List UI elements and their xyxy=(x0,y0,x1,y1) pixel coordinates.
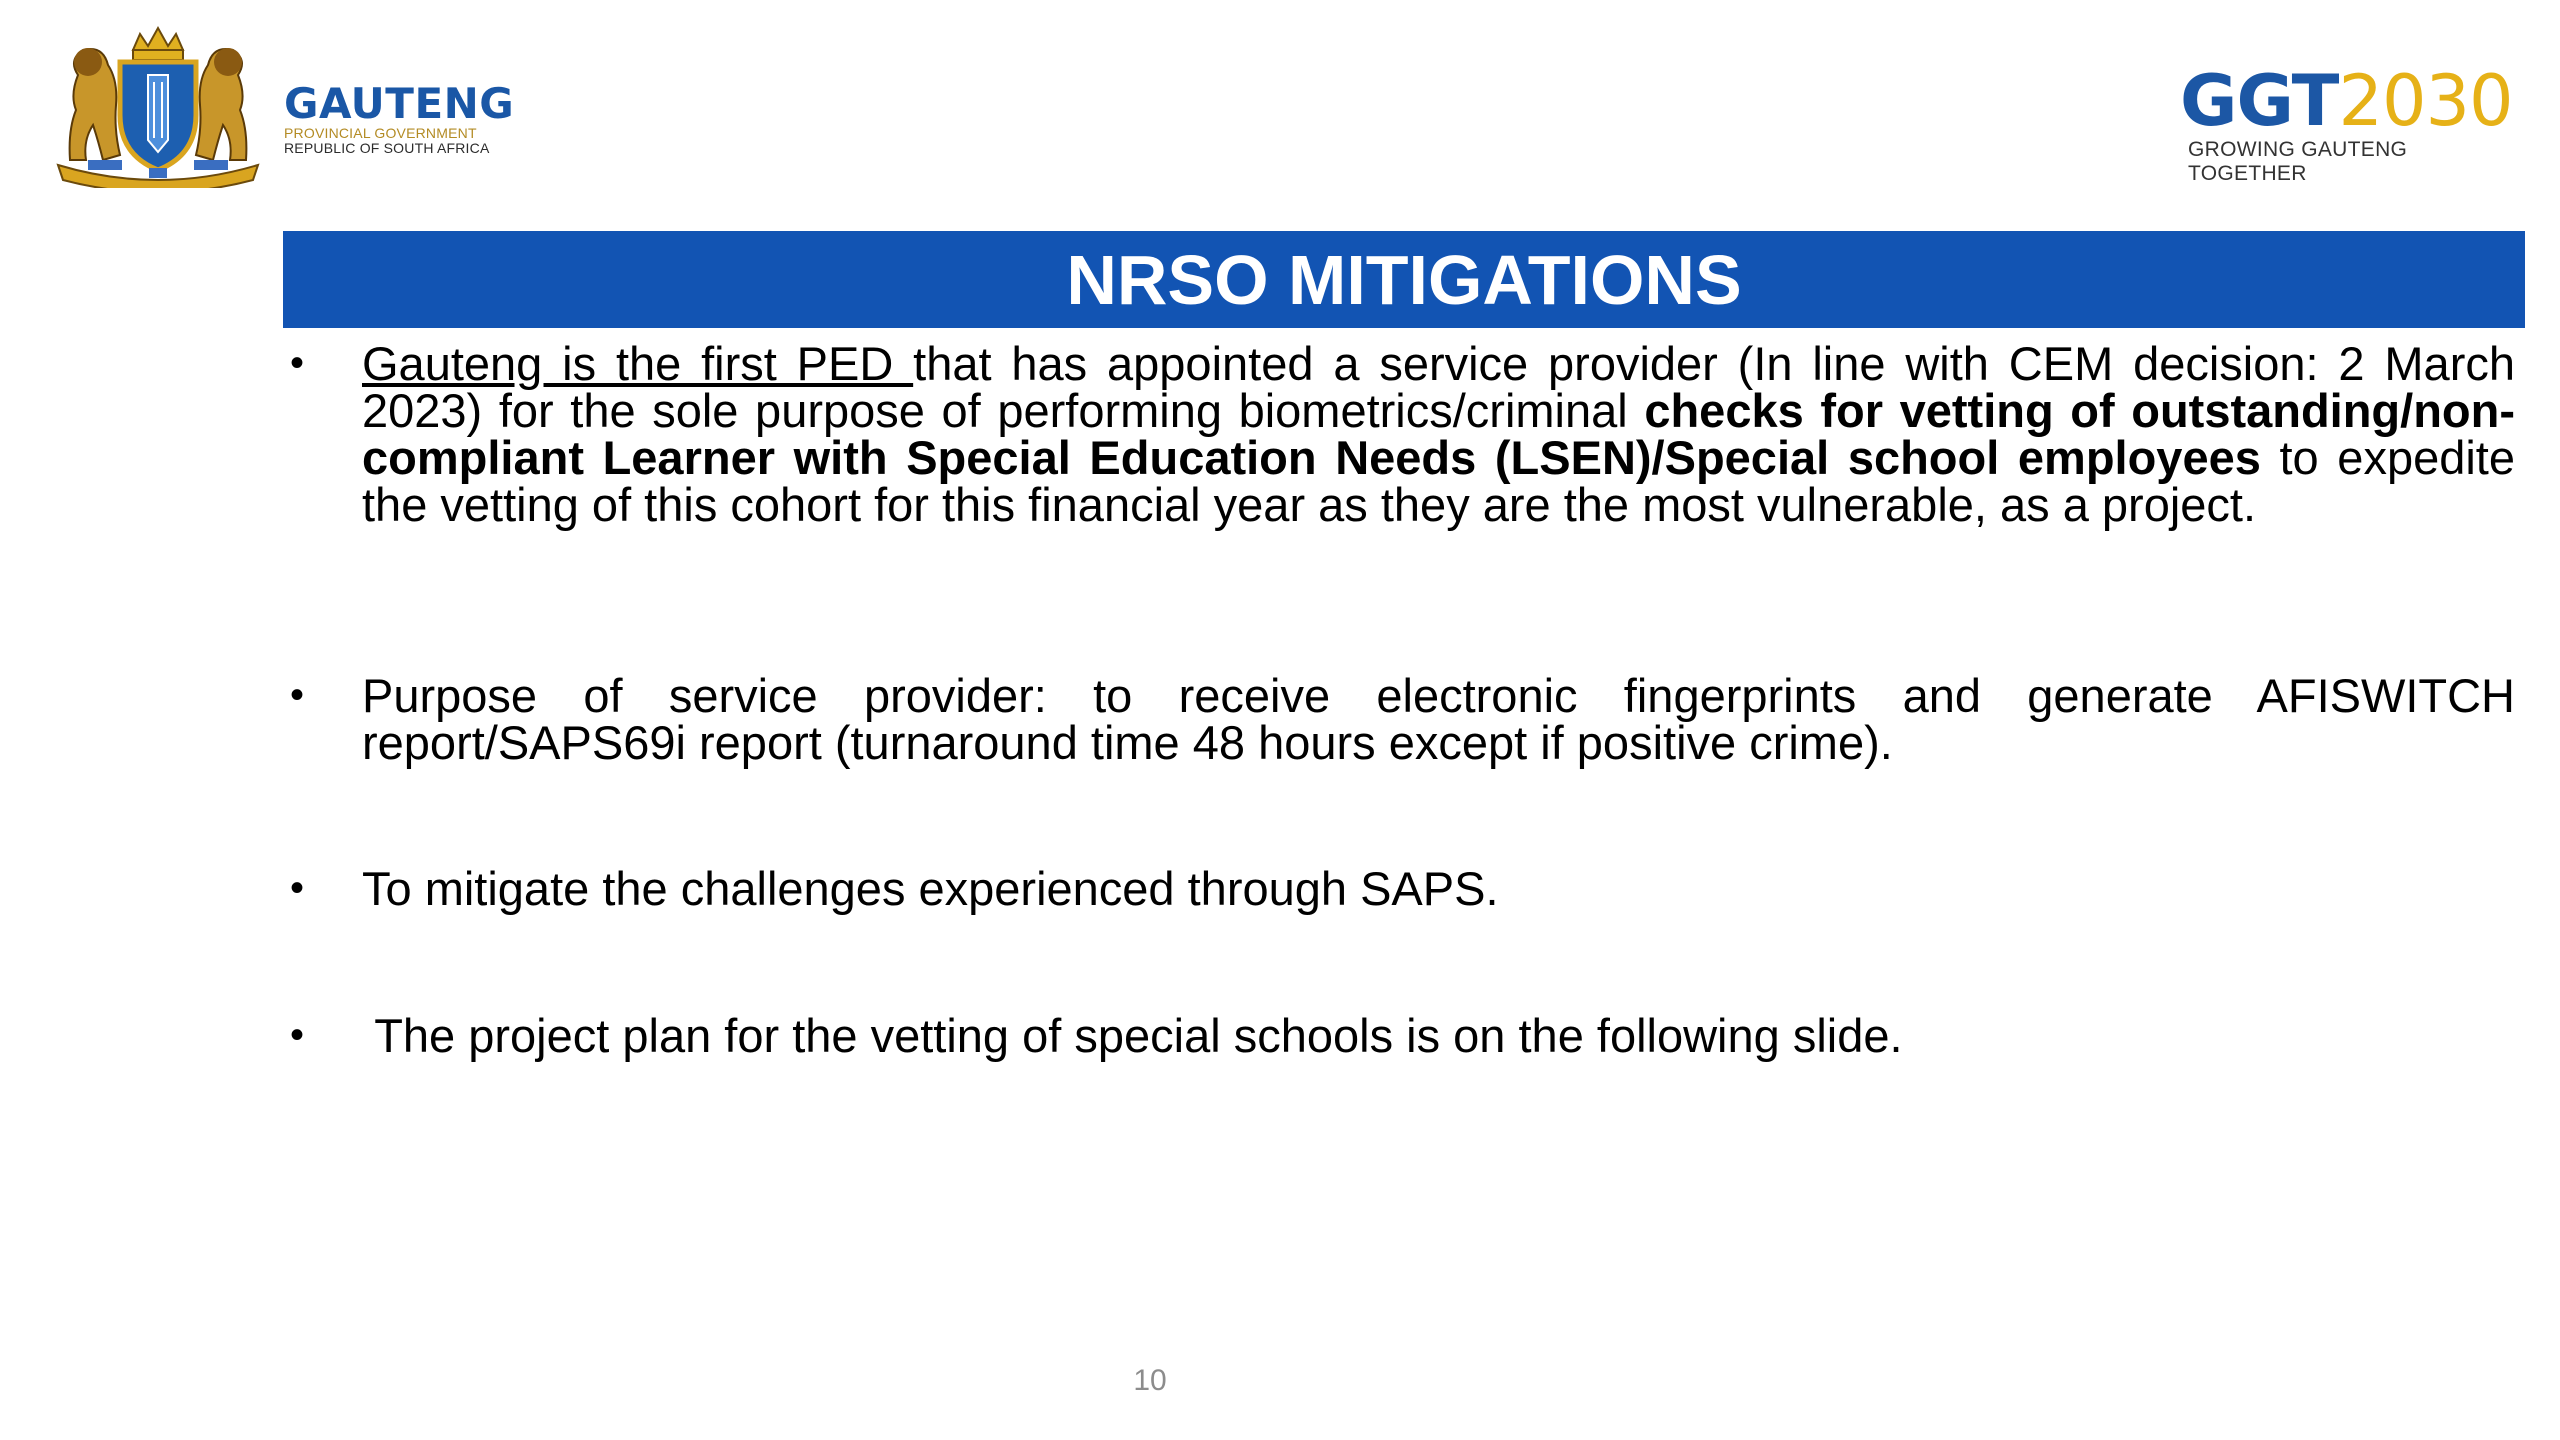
gauteng-logo xyxy=(48,20,518,190)
ggt2030-logo xyxy=(2180,62,2520,186)
coat-of-arms-icon xyxy=(48,20,268,188)
gauteng-wordmark xyxy=(284,79,524,156)
ggt-prefix: GGT xyxy=(2180,60,2339,142)
bullet-text: To mitigate the challenges experienced through SAPS. xyxy=(362,862,1499,915)
bullet-text xyxy=(362,337,2516,531)
slide-title: NRSO MITIGATIONS xyxy=(1066,240,1742,319)
bullet-text: The project plan for the vetting of special schools is on the following slide. xyxy=(362,1009,1903,1062)
ggt2030-wordmark xyxy=(2180,62,2520,140)
bullet-marker: • xyxy=(290,866,305,910)
bullet-marker: • xyxy=(290,341,305,385)
gauteng-subtitle-1: PROVINCIAL GOVERNMENT xyxy=(284,125,477,141)
page-number: 10 xyxy=(1133,1364,1167,1397)
bullet-underlined-text: Gauteng is the first PED xyxy=(362,337,914,390)
bullet-bold-text: checks for vetting of outstanding/non-compliant Learner with Special Education Needs (LSEN)/Special school employees xyxy=(362,384,2515,484)
bullet-text-part: that has appointed a service provider (In line with CEM decision: 2 March 2023) for the sole purpose of performing biometrics/criminal xyxy=(362,337,2515,437)
gauteng-title: GAUTENG xyxy=(284,79,515,128)
bullet-text-part: to expedite the vetting of this cohort for this financial year as they are the most vulnerable, as a project. xyxy=(362,431,2516,531)
bullet-marker: • xyxy=(290,1013,305,1057)
gauteng-subtitle-2: REPUBLIC OF SOUTH AFRICA xyxy=(284,140,490,156)
bullet-marker: • xyxy=(290,673,305,717)
ggt-year: 2030 xyxy=(2338,60,2513,142)
bullet-text: Purpose of service provider: to receive electronic fingerprints and generate AFISWITCH report/SAPS69i report (turnaround time 48 hours except if positive crime). xyxy=(362,669,2515,769)
title-bar xyxy=(283,231,2525,328)
ggt-tagline: GROWING GAUTENG TOGETHER xyxy=(2188,138,2408,185)
